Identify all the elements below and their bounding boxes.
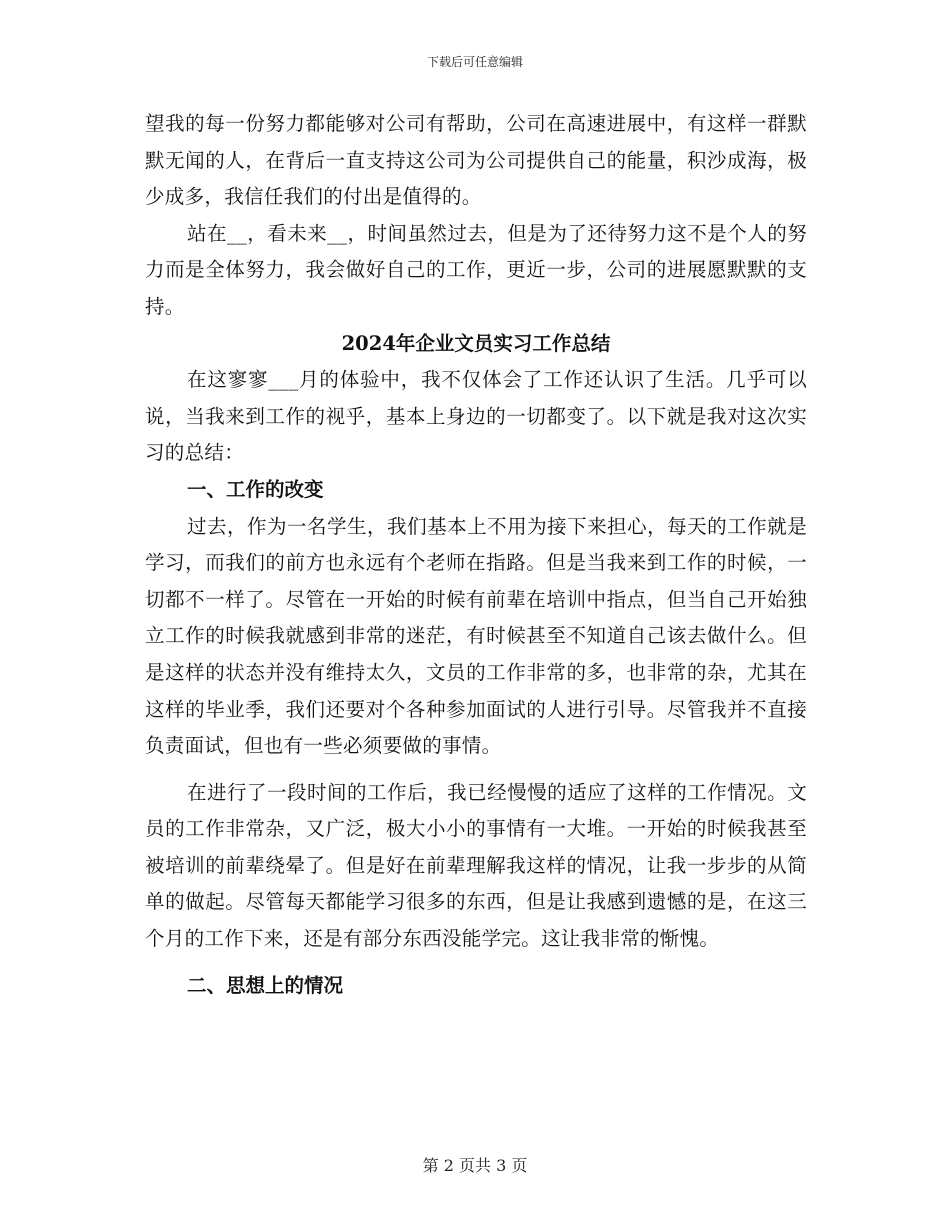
paragraph-closing: 站在__，看未来__，时间虽然过去，但是为了还待努力这不是个人的努力而是全体努力，我会做好自己的工作，更近一步，公司的进展愿默默的支持。	[145, 221, 807, 318]
page-footer: 第 2 页共 3 页	[422, 1156, 528, 1175]
paragraph-gap	[145, 958, 807, 968]
paragraph-gap	[145, 765, 807, 775]
paragraph-intro: 在这寥寥___月的体验中，我不仅体会了工作还认识了生活。几乎可以说，当我来到工作的视乎，基本上身边的一切都变了。以下就是我对这次实习的总结：	[145, 368, 807, 465]
document-title: 2024年企业文员实习工作总结	[341, 331, 611, 355]
section-heading-thoughts: 二、思想上的情况	[187, 973, 344, 997]
page-header: 下载后可任意编辑	[426, 55, 523, 69]
paragraph-continuation: 望我的每一份努力都能够对公司有帮助，公司在高速进展中，有这样一群默默无闻的人，在背后一直支持这公司为公司提供自己的能量，积沙成海，极少成多，我信任我们的付出是值得的。	[145, 112, 807, 209]
paragraph-work-change: 过去，作为一名学生，我们基本上不用为接下来担心，每天的工作就是学习，而我们的前方也永远有个老师在指路。但是当我来到工作的时候，一切都不一样了。尽管在一开始的时候有前辈在培训中指点，但当自己开始独立工作的时候我就感到非常的迷茫，有时候甚至不知道自己该去做什么。但是这样的状态并没有维持太久，文员的工作非常的多，也非常的杂，尤其在这样的毕业季，我们还要对个各种参加面试的人进行引导。尽管我并不直接负责面试，但也有一些必须要做的事情。	[145, 514, 807, 758]
document-body	[145, 106, 807, 1004]
section-heading-work-change: 一、工作的改变	[187, 477, 324, 501]
paragraph-adaptation: 在进行了一段时间的工作后，我已经慢慢的适应了这样的工作情况。文员的工作非常杂，又广泛，极大小小的事情有一大堆。一开始的时候我甚至被培训的前辈绕晕了。但是好在前辈理解我这样的情况，让我一步步的从简单的做起。尽管每天都能学习很多的东西，但是让我感到遗憾的是，在这三个月的工作下来，还是有部分东西没能学完。这让我非常的惭愧。	[145, 780, 807, 951]
